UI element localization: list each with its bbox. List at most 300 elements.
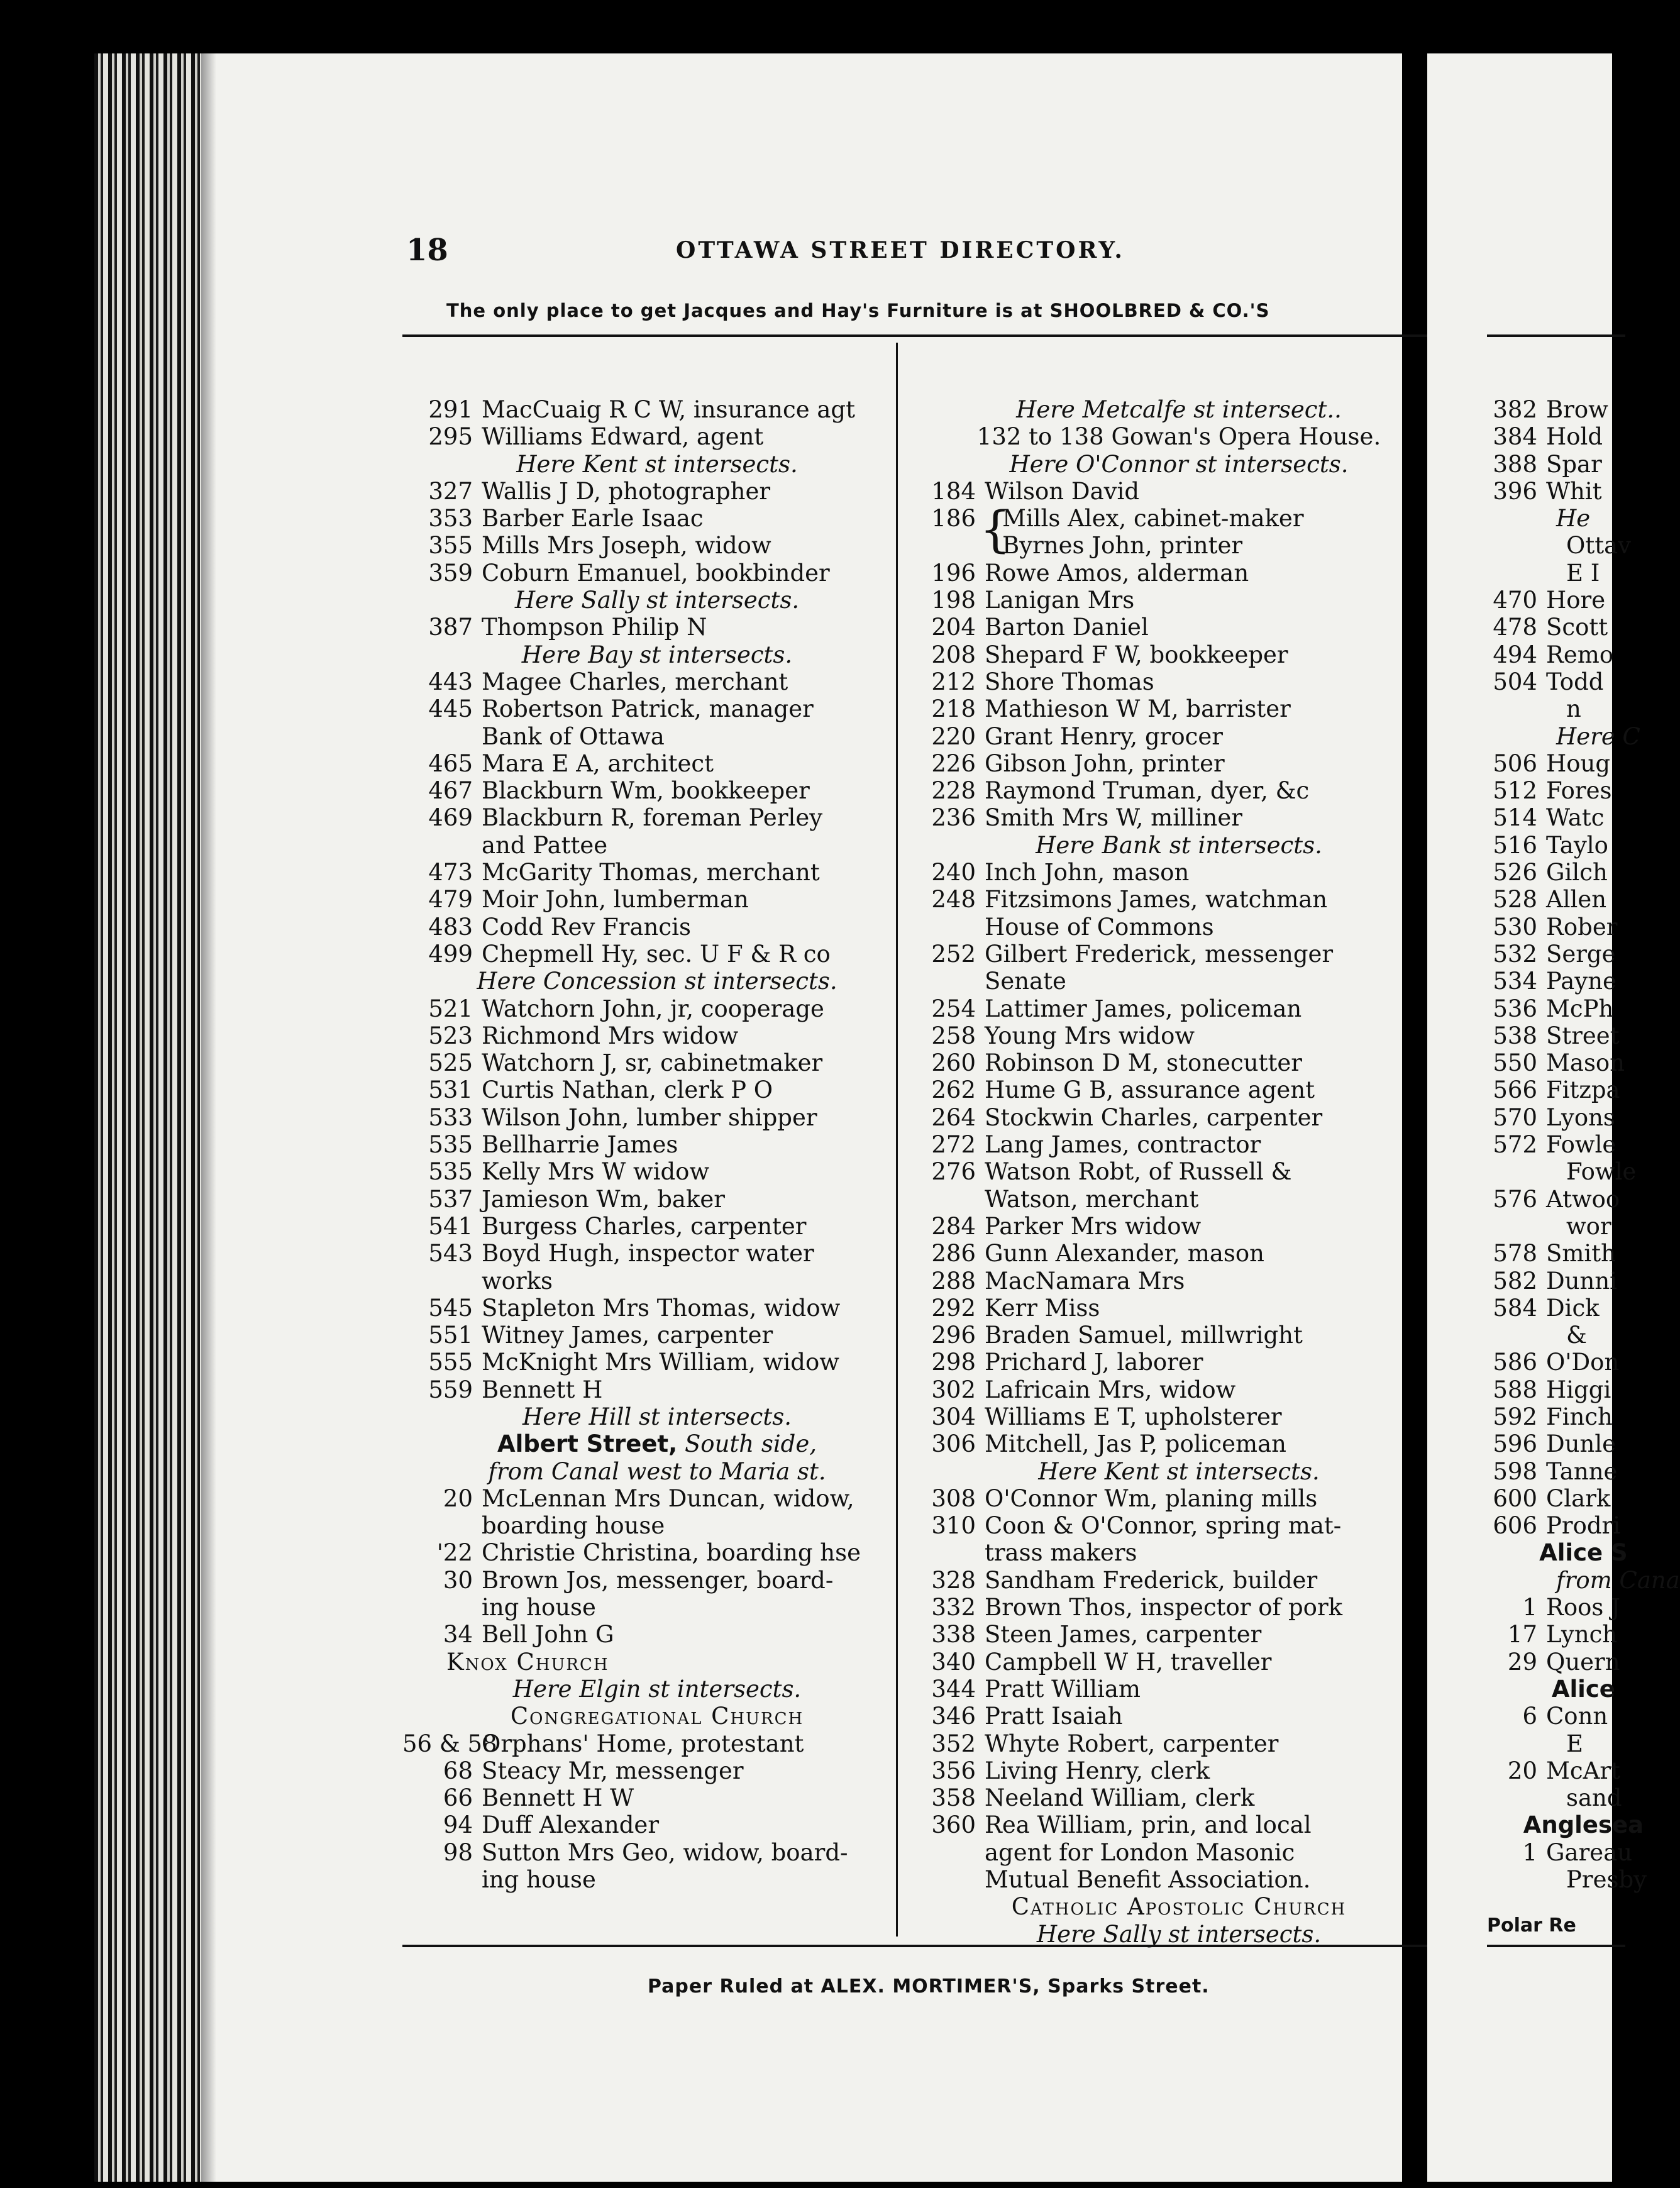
house-number: 220 — [931, 722, 976, 750]
house-number: 445 — [428, 695, 473, 723]
house-number: 576 — [1493, 1185, 1537, 1213]
house-number: 184 — [931, 477, 976, 505]
resident-name: Conn — [1546, 1703, 1608, 1730]
street-heading — [1487, 1811, 1680, 1838]
resident-name: Dunni — [1546, 1267, 1617, 1295]
directory-entry — [402, 1839, 912, 1866]
directory-entry — [1487, 1349, 1680, 1376]
directory-entry — [402, 1240, 912, 1267]
resident-name: Pratt William — [985, 1675, 1141, 1703]
directory-entry — [905, 1349, 1452, 1376]
house-number: 304 — [931, 1403, 976, 1430]
house-number: 467 — [428, 777, 473, 805]
directory-entry — [905, 641, 1452, 668]
house-number: 346 — [931, 1703, 976, 1730]
resident-name: Serge — [1546, 940, 1616, 968]
resident-name: Whit — [1546, 477, 1602, 505]
directory-entry — [1487, 587, 1680, 614]
directory-entry — [402, 614, 912, 641]
resident-name: Dunle — [1546, 1430, 1616, 1458]
house-number: 592 — [1493, 1403, 1537, 1430]
resident-name: Sandham Frederick, builder — [985, 1566, 1318, 1594]
house-number: 286 — [931, 1240, 976, 1268]
resident-name: Rober — [1546, 913, 1618, 941]
resident-name: Robertson Patrick, manager — [482, 695, 814, 723]
braced-names — [1002, 505, 1304, 560]
directory-entry — [1487, 614, 1680, 641]
intersection-note: Here Kent st intersects. — [1038, 1457, 1320, 1485]
resident-name: Tanne — [1546, 1457, 1618, 1485]
directory-entry — [402, 423, 912, 450]
directory-entry — [905, 1567, 1452, 1594]
resident-name: Atwoo — [1546, 1185, 1620, 1213]
house-number: 470 — [1493, 587, 1537, 614]
bottom-advertisement: Paper Ruled at ALEX. MORTIMER'S, Sparks Street. — [648, 1975, 1210, 1997]
resident-name: Lanigan Mrs — [985, 587, 1135, 614]
house-number: 538 — [1493, 1022, 1537, 1049]
resident-name: Blackburn Wm, bookkeeper — [482, 777, 810, 805]
directory-entry — [1487, 1403, 1680, 1430]
house-number: 288 — [931, 1267, 976, 1295]
directory-entry — [402, 1131, 912, 1158]
resident-name: Moir John, lumberman — [482, 886, 749, 914]
entry-continuation: agent for London Masonic — [985, 1838, 1295, 1866]
resident-name: Roos J — [1546, 1594, 1620, 1622]
directory-entry — [402, 1076, 912, 1103]
directory-entry — [905, 1757, 1452, 1784]
entry-continuation: Fowle — [1566, 1158, 1637, 1186]
resident-name: Braden Samuel, millwright — [985, 1322, 1303, 1349]
directory-entry — [402, 1349, 912, 1376]
directory-entry — [402, 1213, 912, 1240]
intersection-note: Here Metcalfe st intersect.. — [1016, 396, 1342, 423]
directory-entry — [905, 695, 1452, 722]
house-number: 528 — [1493, 886, 1537, 914]
house-number: 525 — [428, 1049, 473, 1077]
house-number: 555 — [428, 1349, 473, 1376]
house-number: 588 — [1493, 1376, 1537, 1403]
directory-entry — [1487, 1295, 1680, 1322]
house-number: 328 — [931, 1566, 976, 1594]
resident-name: McLennan Mrs Duncan, widow, — [482, 1484, 854, 1512]
house-number: 30 — [443, 1566, 473, 1594]
intersection-note: He — [1556, 505, 1591, 533]
directory-entry — [1487, 1621, 1680, 1648]
resident-name: O'Connor Wm, planing mills — [985, 1484, 1318, 1512]
house-number: 68 — [443, 1757, 473, 1784]
page-spine-edge — [94, 53, 201, 2182]
directory-entry — [905, 1811, 1452, 1838]
intersection-note: Here Bay st intersects. — [521, 641, 793, 668]
resident-name: Watson Robt, of Russell & — [985, 1158, 1292, 1186]
brace-glyph: { — [980, 502, 1011, 559]
directory-entry — [905, 1403, 1452, 1430]
directory-entry — [905, 1376, 1452, 1403]
house-number: 284 — [931, 1212, 976, 1240]
house-number: 533 — [428, 1103, 473, 1131]
house-number: 310 — [931, 1512, 976, 1540]
house-number: 327 — [428, 477, 473, 505]
resident-name: Grant Henry, grocer — [985, 722, 1223, 750]
house-number: 264 — [931, 1103, 976, 1131]
resident-name: Lafricain Mrs, widow — [985, 1376, 1236, 1403]
resident-name: Dick — [1546, 1294, 1600, 1322]
resident-name: Lang James, contractor — [985, 1131, 1261, 1159]
house-number: 66 — [443, 1784, 473, 1812]
directory-entry — [1487, 1458, 1680, 1485]
resident-name: Spar — [1546, 450, 1602, 478]
resident-name: Mills Mrs Joseph, widow — [482, 532, 771, 560]
resident-name: Gareau — [1546, 1838, 1633, 1866]
house-number: 94 — [443, 1811, 473, 1839]
resident-name: Steen James, carpenter — [985, 1621, 1262, 1649]
intersection-note: Here Elgin st intersects. — [512, 1675, 802, 1703]
entry-continuation: House of Commons — [985, 913, 1214, 941]
house-number: 258 — [931, 1022, 976, 1049]
house-number: 506 — [1493, 749, 1537, 777]
house-number: 534 — [1493, 968, 1537, 995]
resident-name: Mills Alex, cabinet-maker — [1002, 505, 1304, 533]
house-number: 483 — [428, 913, 473, 941]
resident-name: Wilson John, lumber shipper — [482, 1103, 817, 1131]
resident-name: Codd Rev Francis — [482, 913, 691, 941]
entry-continuation: Presby — [1566, 1866, 1647, 1894]
church-label: Knox Church — [446, 1648, 609, 1676]
directory-entry — [905, 1322, 1452, 1349]
resident-name: Duff Alexander — [482, 1811, 660, 1839]
house-number: 332 — [931, 1594, 976, 1622]
directory-entry — [905, 668, 1452, 695]
house-number: 308 — [931, 1484, 976, 1512]
house-number: 226 — [931, 749, 976, 777]
resident-name: Todd — [1546, 668, 1604, 695]
directory-entry — [402, 941, 912, 968]
entry-continuation: E I — [1566, 559, 1600, 587]
house-number: 198 — [931, 587, 976, 614]
resident-name: McKnight Mrs William, widow — [482, 1349, 839, 1376]
house-number: 535 — [428, 1158, 473, 1186]
house-number: 536 — [1493, 995, 1537, 1022]
house-number: 570 — [1493, 1103, 1537, 1131]
house-number: 352 — [931, 1730, 976, 1757]
resident-name: Coburn Emanuel, bookbinder — [482, 559, 830, 587]
resident-name: MacNamara Mrs — [985, 1267, 1185, 1295]
resident-name: Lynch — [1546, 1621, 1618, 1649]
resident-name: Mara E A, architect — [482, 749, 714, 777]
resident-name: Fitzpa — [1546, 1076, 1620, 1104]
entry-continuation: ing house — [482, 1866, 596, 1894]
directory-entry — [402, 396, 912, 423]
entry-continuation: Ottav — [1566, 532, 1632, 560]
directory-entry — [905, 587, 1452, 614]
directory-entry — [905, 1621, 1452, 1648]
resident-name: Barton Daniel — [985, 614, 1149, 641]
resident-name: Bellharrie James — [482, 1131, 678, 1159]
directory-entry — [1487, 832, 1680, 859]
resident-name: Wilson David — [985, 477, 1140, 505]
directory-entry — [1487, 777, 1680, 804]
entry-continuation: ing house — [482, 1594, 596, 1622]
house-number: 359 — [428, 559, 473, 587]
directory-entry — [402, 1158, 912, 1185]
directory-entry — [402, 1022, 912, 1049]
directory-entry — [905, 1430, 1452, 1457]
directory-entry — [402, 1295, 912, 1322]
directory-entry — [905, 1676, 1452, 1703]
facing-top-rule — [1487, 334, 1625, 337]
resident-name: Clark — [1546, 1484, 1611, 1512]
facing-footer-ad: Polar Re — [1487, 1914, 1576, 1937]
entry-continuation: works — [482, 1267, 553, 1295]
directory-entry — [905, 1703, 1452, 1730]
directory-entry — [402, 505, 912, 532]
directory-entry — [402, 859, 912, 886]
resident-name: Pratt Isaiah — [985, 1703, 1123, 1730]
directory-entry — [905, 886, 1452, 913]
directory-entry — [1487, 423, 1680, 450]
directory-entry — [402, 1539, 912, 1566]
resident-name: Shore Thomas — [985, 668, 1154, 695]
house-number: 295 — [428, 423, 473, 451]
house-number: '22 — [436, 1539, 473, 1567]
facing-bottom-rule — [1487, 1945, 1625, 1947]
resident-name: Gilch — [1546, 859, 1608, 887]
street-name: Alice — [1551, 1675, 1615, 1703]
resident-name: Steacy Mr, messenger — [482, 1757, 744, 1784]
resident-name: Smith — [1546, 1240, 1616, 1268]
page-gutter-shadow — [201, 53, 216, 2182]
resident-name: Hume G B, assurance agent — [985, 1076, 1315, 1104]
directory-entry — [905, 1594, 1452, 1621]
resident-name: Lyons — [1546, 1103, 1615, 1131]
resident-name: Byrnes John, printer — [1002, 532, 1243, 560]
directory-entry — [1487, 478, 1680, 505]
intersection-note: Here Concession st intersects. — [477, 968, 837, 995]
top-advertisement: The only place to get Jacques and Hay's Furniture is at SHOOLBRED & CO.'S — [446, 300, 1270, 321]
house-number: 276 — [931, 1158, 976, 1186]
directory-entry — [1487, 1594, 1680, 1621]
directory-entry — [905, 995, 1452, 1022]
intersection-note: Here Kent st intersects. — [516, 450, 798, 478]
directory-entry — [905, 859, 1452, 886]
directory-entry — [1487, 1076, 1680, 1103]
house-number: 20 — [443, 1484, 473, 1512]
house-number: 272 — [931, 1131, 976, 1159]
house-number: 298 — [931, 1349, 976, 1376]
directory-entry — [402, 1757, 912, 1784]
house-number: 537 — [428, 1185, 473, 1213]
resident-name: Richmond Mrs widow — [482, 1022, 739, 1049]
house-number: 212 — [931, 668, 976, 695]
directory-entry — [1487, 804, 1680, 831]
directory-entry — [1487, 1757, 1680, 1784]
house-number: 355 — [428, 532, 473, 560]
resident-name: Orphans' Home, protestant — [482, 1730, 804, 1757]
intersection-note: Here O'Connor st intersects. — [1009, 450, 1349, 478]
resident-name: Parker Mrs widow — [985, 1212, 1202, 1240]
resident-name: Bennett H W — [482, 1784, 634, 1812]
house-number: 465 — [428, 749, 473, 777]
resident-name: Prodri — [1546, 1512, 1621, 1540]
directory-entry — [402, 1104, 912, 1131]
directory-entry — [905, 614, 1452, 641]
house-number: 473 — [428, 859, 473, 887]
directory-entry — [402, 1186, 912, 1213]
resident-name: Taylo — [1546, 831, 1608, 859]
resident-name: Mitchell, Jas P, policeman — [985, 1430, 1287, 1458]
directory-entry — [1487, 1268, 1680, 1295]
intersection-note: Here Sally st intersects. — [1036, 1920, 1322, 1948]
directory-entry — [1487, 914, 1680, 941]
directory-entry — [402, 804, 912, 831]
house-number: 566 — [1493, 1076, 1537, 1104]
house-number: 296 — [931, 1322, 976, 1349]
resident-name: Williams Edward, agent — [482, 423, 764, 451]
directory-entry — [402, 914, 912, 941]
entry-continuation: trass makers — [985, 1539, 1137, 1567]
directory-entry — [905, 1485, 1452, 1512]
intersection-note: Here Bank st intersects. — [1036, 831, 1322, 859]
directory-entry — [1487, 1839, 1680, 1866]
directory-entry — [1487, 1485, 1680, 1512]
resident-name: Witney James, carpenter — [482, 1322, 773, 1349]
resident-name: Hold — [1546, 423, 1603, 451]
directory-entry — [1487, 941, 1680, 968]
house-number: 17 — [1507, 1621, 1537, 1649]
house-number: 532 — [1493, 940, 1537, 968]
house-number: 584 — [1493, 1294, 1537, 1322]
directory-entry — [402, 1485, 912, 1512]
house-number: 382 — [1493, 396, 1537, 423]
resident-name: Burgess Charles, carpenter — [482, 1212, 807, 1240]
house-number: 586 — [1493, 1349, 1537, 1376]
directory-entry — [1487, 1703, 1680, 1730]
house-number: 98 — [443, 1838, 473, 1866]
directory-entry — [402, 1322, 912, 1349]
resident-name: Robinson D M, stonecutter — [985, 1049, 1302, 1077]
house-number: 20 — [1507, 1757, 1537, 1784]
directory-entry — [905, 1649, 1452, 1676]
directory-entry — [905, 1730, 1452, 1757]
house-number: 531 — [428, 1076, 473, 1104]
house-number: 469 — [428, 804, 473, 832]
facing-page-fragment — [1427, 53, 1680, 2182]
resident-name: Rea William, prin, and local — [985, 1811, 1312, 1839]
house-number: 478 — [1493, 614, 1537, 641]
resident-name: Christie Christina, boarding hse — [482, 1539, 861, 1567]
directory-entry — [1487, 1430, 1680, 1457]
resident-name: Brown Jos, messenger, board- — [482, 1566, 834, 1594]
house-number: 252 — [931, 940, 976, 968]
street-heading — [1487, 1539, 1680, 1566]
resident-name: Boyd Hugh, inspector water — [482, 1240, 814, 1268]
resident-name: O'Don — [1546, 1349, 1620, 1376]
directory-entry — [905, 723, 1452, 750]
directory-entry — [1487, 859, 1680, 886]
directory-entry — [905, 1158, 1452, 1185]
house-number: 521 — [428, 995, 473, 1022]
top-rule — [402, 334, 1446, 337]
resident-name: Street — [1546, 1022, 1620, 1049]
resident-name: Magee Charles, merchant — [482, 668, 788, 695]
house-number: 535 — [428, 1131, 473, 1159]
page-number: 18 — [406, 233, 448, 268]
resident-name: Fowle — [1546, 1131, 1616, 1159]
house-number: 6 — [1522, 1703, 1537, 1730]
resident-name: Curtis Nathan, clerk P O — [482, 1076, 773, 1104]
directory-entry — [402, 1730, 912, 1757]
house-number: 388 — [1493, 450, 1537, 478]
entry-continuation: Mutual Benefit Association. — [985, 1866, 1311, 1894]
resident-name: Gibson John, printer — [985, 749, 1225, 777]
intersection-note: from Canal west to Maria st. — [488, 1457, 826, 1485]
directory-entry — [905, 1295, 1452, 1322]
directory-entry-wide: 132 to 138 Gowan's Opera House. — [976, 423, 1381, 451]
house-number: 606 — [1493, 1512, 1537, 1540]
directory-entry — [1487, 396, 1680, 423]
directory-entry — [402, 1376, 912, 1403]
resident-name: Kerr Miss — [985, 1294, 1100, 1322]
house-number: 499 — [428, 940, 473, 968]
entry-continuation: and Pattee — [482, 831, 608, 859]
house-number: 196 — [931, 559, 976, 587]
resident-name: Finch — [1546, 1403, 1613, 1430]
resident-name: Wallis J D, photographer — [482, 477, 771, 505]
resident-name: Sutton Mrs Geo, widow, board- — [482, 1838, 848, 1866]
directory-entry — [905, 1268, 1452, 1295]
resident-name: McPh — [1546, 995, 1614, 1022]
house-number: 306 — [931, 1430, 976, 1458]
resident-name: McGarity Thomas, merchant — [482, 859, 820, 887]
resident-name: Inch John, mason — [985, 859, 1190, 887]
house-number: 254 — [931, 995, 976, 1022]
directory-entry — [905, 478, 1452, 505]
house-number: 204 — [931, 614, 976, 641]
directory-entry — [905, 777, 1452, 804]
resident-name: Mason — [1546, 1049, 1625, 1077]
directory-entry — [1487, 1649, 1680, 1676]
entry-continuation: E — [1566, 1730, 1584, 1757]
directory-entry — [1487, 668, 1680, 695]
street-side: South side, — [677, 1430, 817, 1458]
intersection-note: Here Sally st intersects. — [514, 587, 800, 614]
entry-continuation: boarding house — [482, 1512, 665, 1540]
street-name: Alice S — [1539, 1539, 1628, 1567]
resident-name: Living Henry, clerk — [985, 1757, 1210, 1784]
intersection-note: Here C — [1556, 722, 1640, 750]
resident-name: Chepmell Hy, sec. U F & R co — [482, 940, 831, 968]
directory-entry — [905, 1076, 1452, 1103]
directory-page — [94, 53, 1402, 2182]
house-number: 292 — [931, 1294, 976, 1322]
resident-name: Mathieson W M, barrister — [985, 695, 1291, 723]
resident-name: Fores — [1546, 777, 1612, 805]
directory-entry — [1487, 1240, 1680, 1267]
street-name: Anglesea — [1523, 1811, 1644, 1839]
resident-name: Shepard F W, bookkeeper — [985, 641, 1288, 668]
resident-name: Remo — [1546, 641, 1614, 668]
house-number: 479 — [428, 886, 473, 914]
resident-name: Rowe Amos, alderman — [985, 559, 1249, 587]
house-number: 208 — [931, 641, 976, 668]
house-number: 340 — [931, 1648, 976, 1676]
resident-name: Young Mrs widow — [985, 1022, 1195, 1049]
directory-entry — [402, 695, 912, 722]
directory-entry — [1487, 1049, 1680, 1076]
house-number: 240 — [931, 859, 976, 887]
directory-entry — [905, 941, 1452, 968]
house-number: 596 — [1493, 1430, 1537, 1458]
